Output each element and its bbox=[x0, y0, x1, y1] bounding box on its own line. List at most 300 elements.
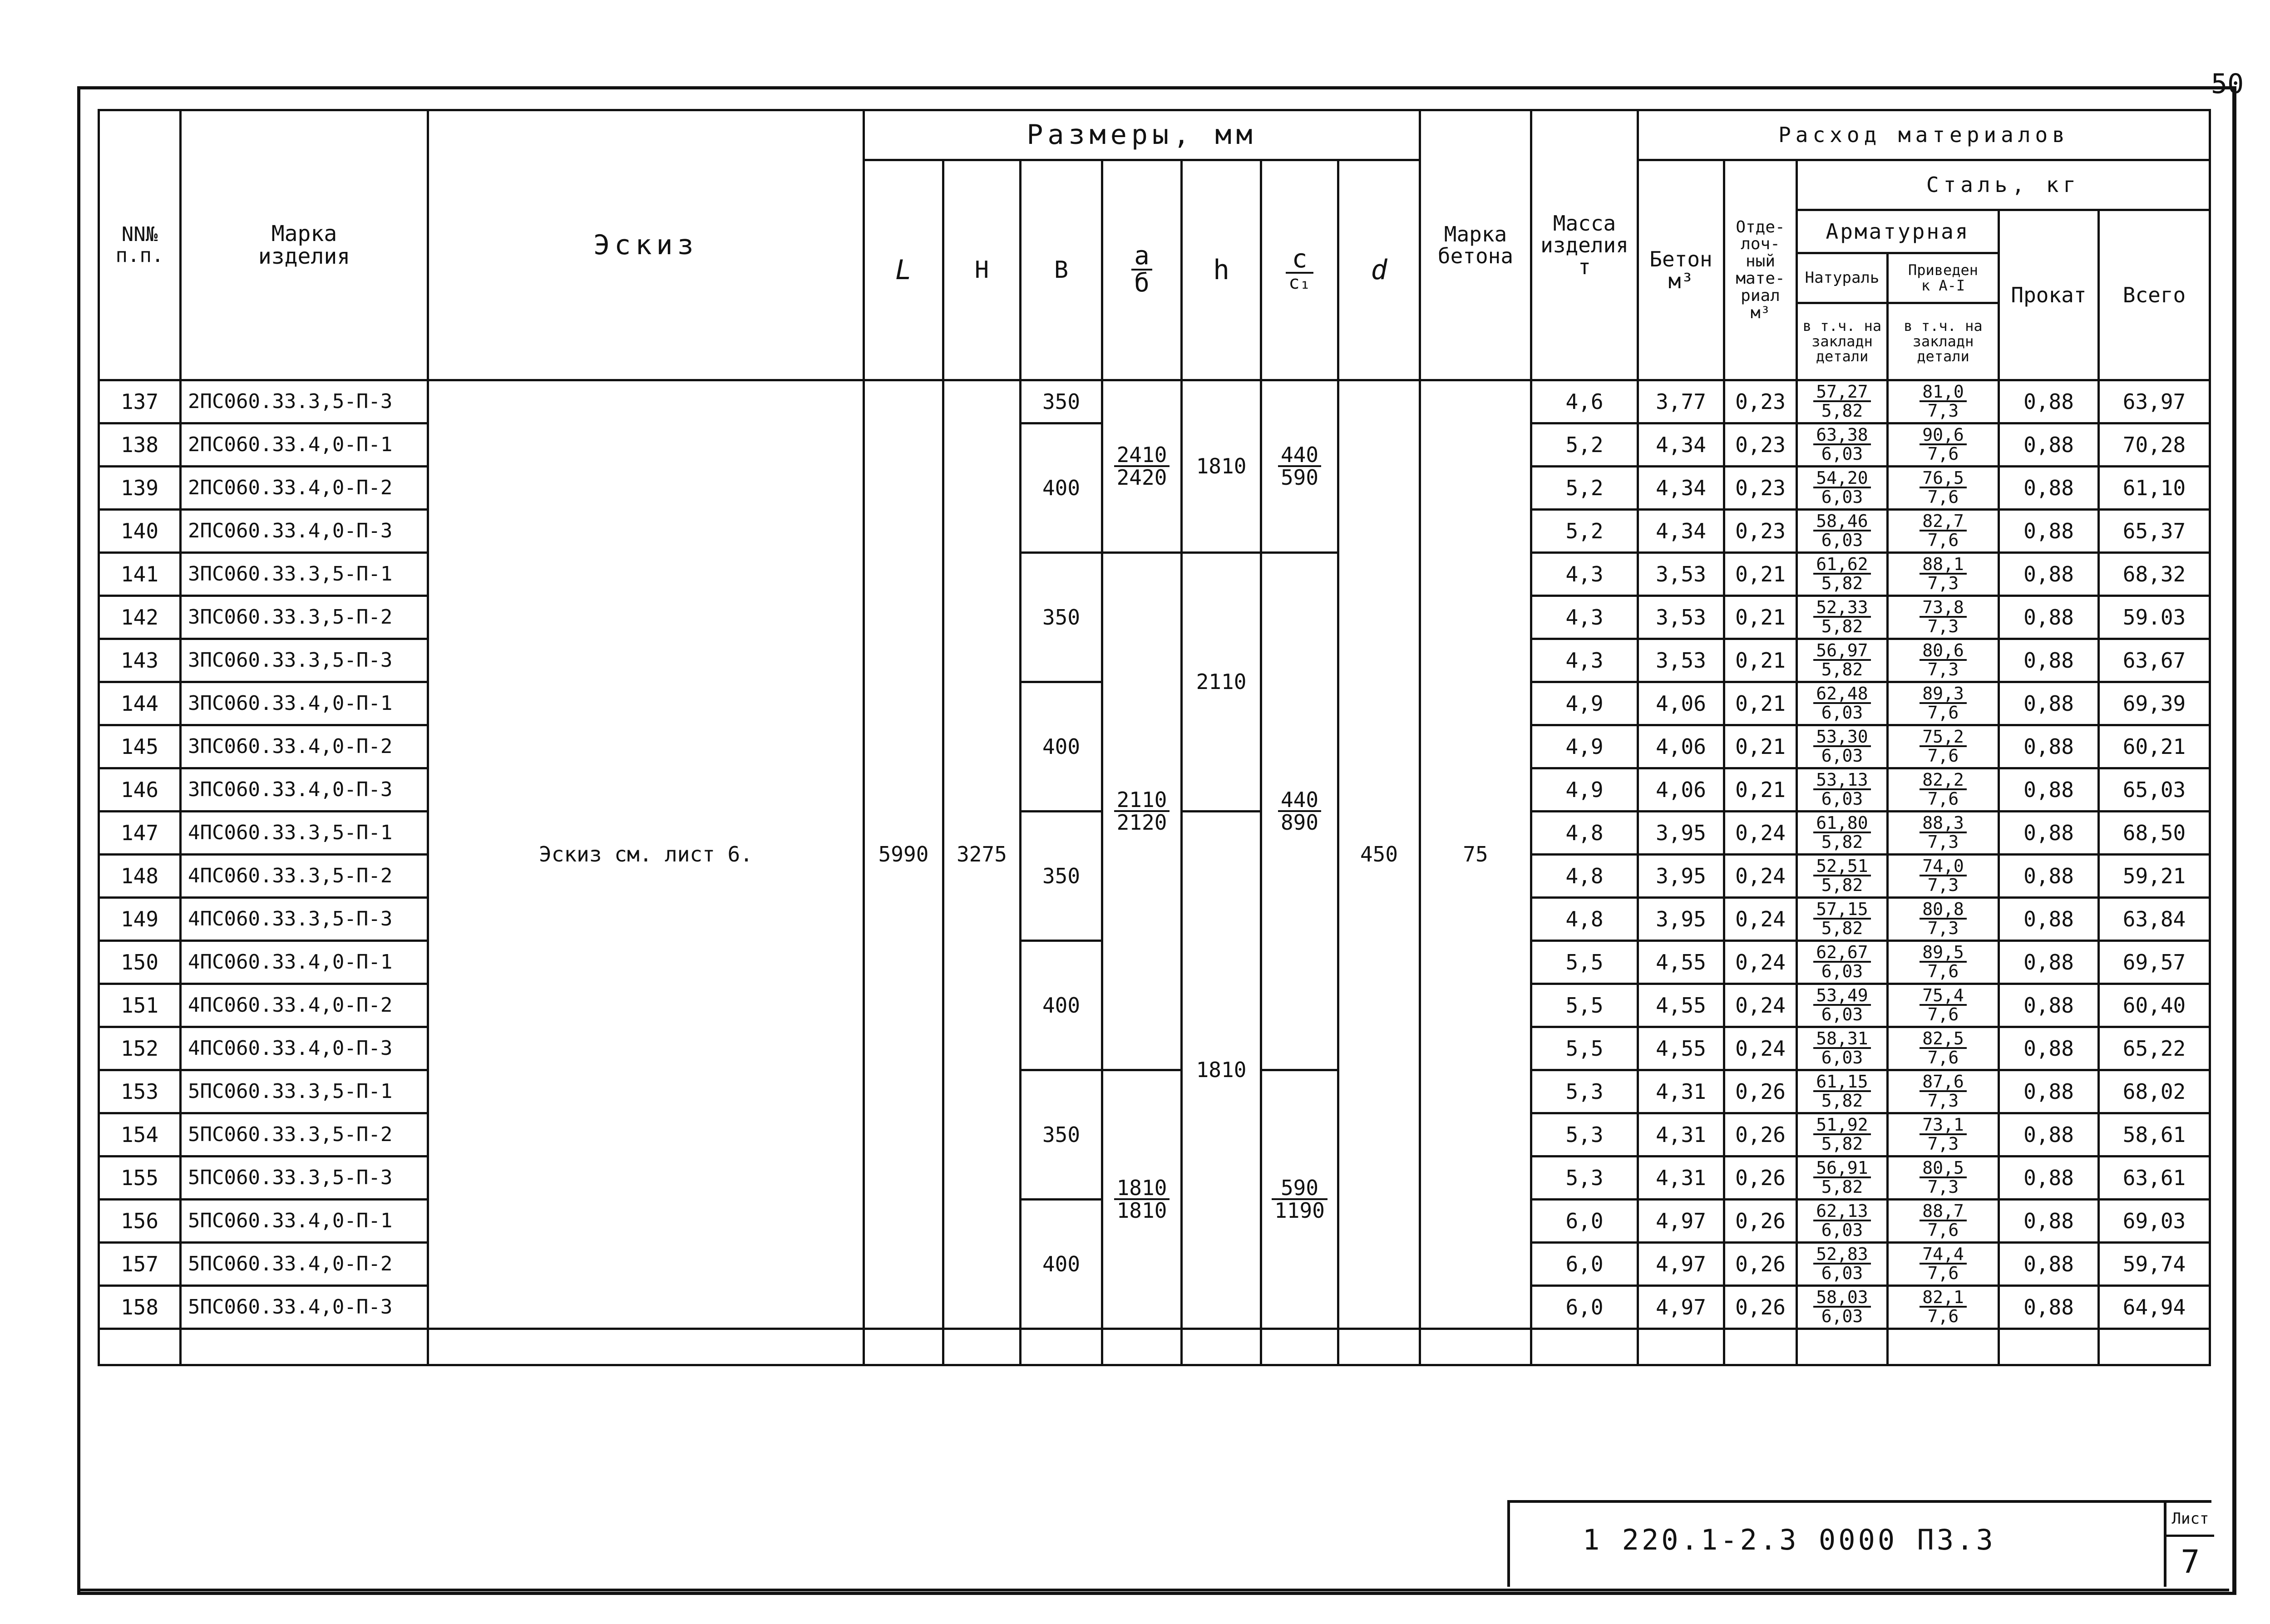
rolled-steel: 0,88 bbox=[1999, 1156, 2099, 1200]
rolled-steel: 0,88 bbox=[1999, 984, 2099, 1027]
steel-natural bbox=[1797, 423, 1888, 467]
steel-total: 65,03 bbox=[2099, 768, 2210, 812]
steel-reduced-fraction bbox=[1920, 383, 1967, 419]
hdr-finishing: Отде- лоч- ный мате- риал м³ bbox=[1724, 160, 1797, 380]
steel-reduced-fraction bbox=[1920, 901, 1967, 937]
steel-reduced-value: 88,3 bbox=[1920, 814, 1967, 833]
finishing-volume: 0,21 bbox=[1724, 553, 1797, 596]
steel-reduced-fraction bbox=[1920, 512, 1967, 549]
steel-reduced-embedded: 7,6 bbox=[1927, 1220, 1959, 1240]
steel-reduced bbox=[1888, 855, 1999, 898]
concrete-volume: 3,77 bbox=[1638, 380, 1724, 423]
dim-a-b-top: 2110 bbox=[1114, 789, 1170, 812]
dim-c-c1-bottom: 890 bbox=[1280, 810, 1319, 835]
table-row bbox=[99, 1070, 2210, 1113]
steel-natural bbox=[1797, 682, 1888, 725]
product-mark: 4ПС060.33.3,5-П-1 bbox=[181, 812, 428, 855]
dim-d: 450 bbox=[1338, 380, 1420, 1329]
steel-reduced bbox=[1888, 1113, 1999, 1156]
hdr-total: Всего bbox=[2099, 210, 2210, 380]
product-mark: 5ПС060.33.4,0-П-3 bbox=[181, 1286, 428, 1329]
steel-reduced-fraction bbox=[1920, 1030, 1967, 1066]
hdr-reduced: Приведен к А-I bbox=[1888, 253, 1999, 303]
dim-B: 350 bbox=[1021, 380, 1102, 423]
steel-reduced bbox=[1888, 423, 1999, 467]
empty-cell bbox=[428, 1329, 864, 1365]
empty-cell bbox=[1638, 1329, 1724, 1365]
steel-reduced-embedded: 7,6 bbox=[1927, 789, 1959, 809]
empty-cell bbox=[1531, 1329, 1638, 1365]
steel-natural-fraction bbox=[1813, 599, 1870, 635]
hdr-sketch: Эскиз bbox=[428, 110, 864, 380]
product-mark: 5ПС060.33.3,5-П-3 bbox=[181, 1156, 428, 1200]
steel-reduced-embedded: 7,3 bbox=[1927, 573, 1959, 594]
document-code: 1 220.1-2.3 0000 ПЗ.3 bbox=[1583, 1523, 1996, 1556]
concrete-volume: 4,55 bbox=[1638, 984, 1724, 1027]
steel-reduced-value: 74,0 bbox=[1920, 857, 1967, 876]
steel-reduced bbox=[1888, 725, 1999, 768]
steel-natural bbox=[1797, 553, 1888, 596]
steel-total: 70,28 bbox=[2099, 423, 2210, 467]
rolled-steel: 0,88 bbox=[1999, 768, 2099, 812]
product-mass: 5,3 bbox=[1531, 1070, 1638, 1113]
dim-c-c1-top: 440 bbox=[1278, 789, 1321, 812]
steel-reduced-fraction bbox=[1920, 857, 1967, 894]
hdr-dimensions: Размеры, мм bbox=[864, 110, 1420, 160]
empty-cell bbox=[1420, 1329, 1531, 1365]
dim-c-c1-bottom: 590 bbox=[1280, 465, 1319, 490]
steel-natural-fraction bbox=[1813, 944, 1870, 980]
steel-natural-value: 58,31 bbox=[1813, 1030, 1870, 1049]
finishing-volume: 0,24 bbox=[1724, 812, 1797, 855]
steel-reduced-embedded: 7,3 bbox=[1927, 616, 1959, 637]
steel-reduced-value: 88,7 bbox=[1920, 1202, 1967, 1221]
steel-natural-value: 57,27 bbox=[1813, 383, 1870, 402]
hdr-reduced-sub: в т.ч. на закладн детали bbox=[1888, 303, 1999, 380]
steel-reduced bbox=[1888, 768, 1999, 812]
steel-natural-embedded: 6,03 bbox=[1821, 487, 1863, 507]
hdr-B: В bbox=[1021, 160, 1102, 380]
hdr-c1: с₁ bbox=[1288, 272, 1311, 293]
dim-B: 400 bbox=[1021, 682, 1102, 812]
steel-reduced-value: 75,2 bbox=[1920, 728, 1967, 747]
steel-reduced bbox=[1888, 812, 1999, 855]
steel-natural-value: 61,80 bbox=[1813, 814, 1870, 833]
dim-B: 350 bbox=[1021, 812, 1102, 941]
steel-natural-value: 53,30 bbox=[1813, 728, 1870, 747]
rolled-steel: 0,88 bbox=[1999, 725, 2099, 768]
row-number: 140 bbox=[99, 510, 181, 553]
steel-natural-embedded: 6,03 bbox=[1821, 703, 1863, 723]
concrete-volume: 4,06 bbox=[1638, 725, 1724, 768]
concrete-volume: 4,06 bbox=[1638, 682, 1724, 725]
steel-natural-value: 57,15 bbox=[1813, 901, 1870, 920]
product-mark: 4ПС060.33.4,0-П-2 bbox=[181, 984, 428, 1027]
concrete-volume: 4,34 bbox=[1638, 423, 1724, 467]
dim-c-c1-bottom: 1190 bbox=[1274, 1198, 1325, 1223]
steel-reduced-value: 80,5 bbox=[1920, 1159, 1967, 1178]
steel-natural-fraction bbox=[1813, 426, 1870, 463]
rolled-steel: 0,88 bbox=[1999, 1027, 2099, 1070]
steel-natural-embedded: 6,03 bbox=[1821, 1220, 1863, 1240]
hdr-h: h bbox=[1182, 160, 1261, 380]
product-mass: 5,5 bbox=[1531, 941, 1638, 984]
dim-c-c1 bbox=[1261, 1070, 1338, 1329]
steel-reduced-fraction bbox=[1920, 1116, 1967, 1152]
concrete-volume: 4,55 bbox=[1638, 1027, 1724, 1070]
rolled-steel: 0,88 bbox=[1999, 1286, 2099, 1329]
steel-natural-embedded: 5,82 bbox=[1821, 918, 1863, 939]
steel-natural-value: 62,48 bbox=[1813, 685, 1870, 704]
steel-reduced-embedded: 7,3 bbox=[1927, 918, 1959, 939]
steel-natural-embedded: 6,03 bbox=[1821, 444, 1863, 464]
finishing-volume: 0,23 bbox=[1724, 423, 1797, 467]
row-number: 145 bbox=[99, 725, 181, 768]
hdr-concrete-grade: Марка бетона bbox=[1420, 110, 1531, 380]
hdr-mark: Марка изделия bbox=[181, 110, 428, 380]
steel-natural bbox=[1797, 898, 1888, 941]
steel-natural-value: 52,33 bbox=[1813, 599, 1870, 618]
steel-natural-fraction bbox=[1813, 1116, 1870, 1152]
steel-total: 60,21 bbox=[2099, 725, 2210, 768]
steel-reduced-fraction bbox=[1920, 1159, 1967, 1196]
empty-cell bbox=[864, 1329, 943, 1365]
steel-reduced-value: 73,8 bbox=[1920, 599, 1967, 618]
steel-reduced-fraction bbox=[1920, 771, 1967, 807]
finishing-volume: 0,24 bbox=[1724, 898, 1797, 941]
steel-reduced-embedded: 7,6 bbox=[1927, 1048, 1959, 1068]
dim-c-c1 bbox=[1261, 553, 1338, 1070]
finishing-volume: 0,26 bbox=[1724, 1243, 1797, 1286]
row-number: 147 bbox=[99, 812, 181, 855]
steel-total: 68,02 bbox=[2099, 1070, 2210, 1113]
product-mark: 5ПС060.33.4,0-П-1 bbox=[181, 1200, 428, 1243]
concrete-volume: 4,31 bbox=[1638, 1113, 1724, 1156]
steel-reduced-fraction bbox=[1920, 987, 1967, 1023]
dim-c-c1-top: 590 bbox=[1272, 1177, 1327, 1200]
product-mark: 5ПС060.33.4,0-П-2 bbox=[181, 1243, 428, 1286]
steel-natural-fraction bbox=[1813, 1202, 1870, 1239]
steel-natural bbox=[1797, 941, 1888, 984]
product-mark: 5ПС060.33.3,5-П-1 bbox=[181, 1070, 428, 1113]
product-mark: 4ПС060.33.4,0-П-3 bbox=[181, 1027, 428, 1070]
concrete-volume: 4,31 bbox=[1638, 1156, 1724, 1200]
rolled-steel: 0,88 bbox=[1999, 639, 2099, 682]
finishing-volume: 0,24 bbox=[1724, 941, 1797, 984]
hdr-nn: NN№ п.п. bbox=[99, 110, 181, 380]
empty-cell bbox=[1724, 1329, 1797, 1365]
product-mark: 3ПС060.33.4,0-П-1 bbox=[181, 682, 428, 725]
steel-natural-fraction bbox=[1813, 1159, 1870, 1196]
steel-natural bbox=[1797, 812, 1888, 855]
hdr-materials: Расход материалов bbox=[1638, 110, 2210, 160]
table-row-empty bbox=[99, 1329, 2210, 1365]
steel-reduced-embedded: 7,6 bbox=[1927, 1263, 1959, 1284]
steel-reduced-fraction bbox=[1920, 685, 1967, 721]
steel-natural-embedded: 5,82 bbox=[1821, 1134, 1863, 1154]
dim-a-b-bottom: 1810 bbox=[1116, 1198, 1167, 1223]
hdr-d: d bbox=[1338, 160, 1420, 380]
steel-total: 63,67 bbox=[2099, 639, 2210, 682]
finishing-volume: 0,26 bbox=[1724, 1200, 1797, 1243]
steel-reduced bbox=[1888, 1156, 1999, 1200]
rolled-steel: 0,88 bbox=[1999, 1070, 2099, 1113]
steel-natural bbox=[1797, 725, 1888, 768]
product-mark: 4ПС060.33.3,5-П-3 bbox=[181, 898, 428, 941]
dim-c-c1-top: 440 bbox=[1278, 444, 1321, 467]
hdr-mass: Масса изделия т bbox=[1531, 110, 1638, 380]
concrete-volume: 4,97 bbox=[1638, 1200, 1724, 1243]
row-number: 139 bbox=[99, 467, 181, 510]
steel-total: 58,61 bbox=[2099, 1113, 2210, 1156]
product-mass: 5,2 bbox=[1531, 510, 1638, 553]
dim-B: 400 bbox=[1021, 423, 1102, 553]
empty-cell bbox=[1102, 1329, 1182, 1365]
product-mark: 3ПС060.33.3,5-П-2 bbox=[181, 596, 428, 639]
steel-reduced bbox=[1888, 1200, 1999, 1243]
steel-natural-fraction bbox=[1813, 901, 1870, 937]
steel-natural-embedded: 5,82 bbox=[1821, 659, 1863, 680]
row-number: 142 bbox=[99, 596, 181, 639]
empty-cell bbox=[1338, 1329, 1420, 1365]
steel-natural-fraction bbox=[1813, 556, 1870, 592]
steel-natural-fraction bbox=[1813, 469, 1870, 506]
steel-natural bbox=[1797, 1286, 1888, 1329]
dim-H: 3275 bbox=[943, 380, 1021, 1329]
product-mass: 5,3 bbox=[1531, 1113, 1638, 1156]
steel-reduced-embedded: 7,3 bbox=[1927, 832, 1959, 852]
steel-reduced-embedded: 7,6 bbox=[1927, 746, 1959, 766]
rolled-steel: 0,88 bbox=[1999, 553, 2099, 596]
hdr-natural-sub: в т.ч. на закладн детали bbox=[1797, 303, 1888, 380]
steel-total: 59,21 bbox=[2099, 855, 2210, 898]
page-corner-number: 50 bbox=[2211, 68, 2244, 100]
steel-natural-embedded: 5,82 bbox=[1821, 401, 1863, 421]
steel-natural-embedded: 6,03 bbox=[1821, 1263, 1863, 1284]
product-mass: 6,0 bbox=[1531, 1243, 1638, 1286]
steel-reduced bbox=[1888, 1243, 1999, 1286]
finishing-volume: 0,21 bbox=[1724, 596, 1797, 639]
row-number: 137 bbox=[99, 380, 181, 423]
steel-reduced-value: 74,4 bbox=[1920, 1245, 1967, 1265]
row-number: 157 bbox=[99, 1243, 181, 1286]
steel-reduced-value: 89,3 bbox=[1920, 685, 1967, 704]
steel-natural-fraction bbox=[1813, 685, 1870, 721]
finishing-volume: 0,23 bbox=[1724, 467, 1797, 510]
steel-reduced-fraction bbox=[1920, 556, 1967, 592]
steel-reduced bbox=[1888, 898, 1999, 941]
row-number: 158 bbox=[99, 1286, 181, 1329]
steel-reduced-value: 82,1 bbox=[1920, 1289, 1967, 1308]
steel-reduced-value: 80,8 bbox=[1920, 901, 1967, 920]
concrete-volume: 4,34 bbox=[1638, 510, 1724, 553]
dim-h: 2110 bbox=[1182, 553, 1261, 812]
empty-cell bbox=[943, 1329, 1021, 1365]
steel-reduced-value: 82,7 bbox=[1920, 512, 1967, 531]
steel-natural-embedded: 6,03 bbox=[1821, 1004, 1863, 1025]
dim-c-c1-fraction bbox=[1278, 789, 1321, 833]
product-mass: 4,9 bbox=[1531, 768, 1638, 812]
dim-a-b-fraction bbox=[1114, 1177, 1170, 1221]
steel-natural bbox=[1797, 1243, 1888, 1286]
dim-B: 400 bbox=[1021, 1200, 1102, 1329]
steel-total: 68,32 bbox=[2099, 553, 2210, 596]
steel-natural-fraction bbox=[1813, 814, 1870, 851]
product-mark: 2ПС060.33.4,0-П-3 bbox=[181, 510, 428, 553]
row-number: 143 bbox=[99, 639, 181, 682]
steel-natural-value: 63,38 bbox=[1813, 426, 1870, 445]
rolled-steel: 0,88 bbox=[1999, 1113, 2099, 1156]
concrete-volume: 4,34 bbox=[1638, 467, 1724, 510]
steel-reduced-embedded: 7,6 bbox=[1927, 1004, 1959, 1025]
row-number: 141 bbox=[99, 553, 181, 596]
steel-total: 68,50 bbox=[2099, 812, 2210, 855]
product-mark: 3ПС060.33.3,5-П-3 bbox=[181, 639, 428, 682]
steel-reduced bbox=[1888, 682, 1999, 725]
rolled-steel: 0,88 bbox=[1999, 812, 2099, 855]
row-number: 154 bbox=[99, 1113, 181, 1156]
steel-reduced-fraction bbox=[1920, 642, 1967, 678]
steel-natural bbox=[1797, 380, 1888, 423]
steel-natural-fraction bbox=[1813, 987, 1870, 1023]
steel-reduced bbox=[1888, 467, 1999, 510]
finishing-volume: 0,24 bbox=[1724, 1027, 1797, 1070]
rolled-steel: 0,88 bbox=[1999, 1243, 2099, 1286]
table-row bbox=[99, 553, 2210, 596]
steel-reduced-embedded: 7,6 bbox=[1927, 703, 1959, 723]
empty-cell bbox=[181, 1329, 428, 1365]
rolled-steel: 0,88 bbox=[1999, 941, 2099, 984]
steel-natural-embedded: 5,82 bbox=[1821, 875, 1863, 896]
steel-natural-value: 52,83 bbox=[1813, 1245, 1870, 1265]
steel-natural-embedded: 6,03 bbox=[1821, 789, 1863, 809]
steel-natural-value: 61,62 bbox=[1813, 556, 1870, 575]
steel-total: 59.03 bbox=[2099, 596, 2210, 639]
finishing-volume: 0,26 bbox=[1724, 1286, 1797, 1329]
specification-table bbox=[98, 109, 2211, 1366]
product-mark: 3ПС060.33.3,5-П-1 bbox=[181, 553, 428, 596]
steel-natural bbox=[1797, 768, 1888, 812]
steel-reduced bbox=[1888, 639, 1999, 682]
dim-a-b-fraction bbox=[1114, 789, 1170, 833]
concrete-volume: 3,53 bbox=[1638, 553, 1724, 596]
steel-total: 65,22 bbox=[2099, 1027, 2210, 1070]
product-mark: 2ПС060.33.4,0-П-2 bbox=[181, 467, 428, 510]
steel-reduced-value: 76,5 bbox=[1920, 469, 1967, 488]
row-number: 138 bbox=[99, 423, 181, 467]
title-block bbox=[1507, 1500, 2211, 1587]
steel-reduced-embedded: 7,3 bbox=[1927, 1134, 1959, 1154]
finishing-volume: 0,21 bbox=[1724, 768, 1797, 812]
steel-natural-embedded: 6,03 bbox=[1821, 961, 1863, 982]
concrete-volume: 4,55 bbox=[1638, 941, 1724, 984]
product-mass: 4,8 bbox=[1531, 812, 1638, 855]
finishing-volume: 0,26 bbox=[1724, 1156, 1797, 1200]
steel-natural-embedded: 6,03 bbox=[1821, 746, 1863, 766]
steel-reduced-embedded: 7,3 bbox=[1927, 659, 1959, 680]
steel-reduced-embedded: 7,3 bbox=[1927, 1177, 1959, 1197]
steel-total: 59,74 bbox=[2099, 1243, 2210, 1286]
hdr-concrete-volume: Бетон м³ bbox=[1638, 160, 1724, 380]
concrete-volume: 3,95 bbox=[1638, 812, 1724, 855]
steel-natural-embedded: 5,82 bbox=[1821, 832, 1863, 852]
concrete-volume: 4,97 bbox=[1638, 1286, 1724, 1329]
product-mass: 6,0 bbox=[1531, 1200, 1638, 1243]
finishing-volume: 0,26 bbox=[1724, 1070, 1797, 1113]
product-mass: 5,5 bbox=[1531, 1027, 1638, 1070]
finishing-volume: 0,21 bbox=[1724, 639, 1797, 682]
product-mark: 2ПС060.33.3,5-П-3 bbox=[181, 380, 428, 423]
product-mass: 6,0 bbox=[1531, 1286, 1638, 1329]
steel-reduced-value: 73,1 bbox=[1920, 1116, 1967, 1135]
steel-total: 69,03 bbox=[2099, 1200, 2210, 1243]
empty-cell bbox=[2099, 1329, 2210, 1365]
steel-natural-fraction bbox=[1813, 383, 1870, 419]
steel-reduced-embedded: 7,3 bbox=[1927, 1091, 1959, 1111]
steel-reduced-fraction bbox=[1920, 814, 1967, 851]
steel-reduced bbox=[1888, 510, 1999, 553]
rolled-steel: 0,88 bbox=[1999, 855, 2099, 898]
finishing-volume: 0,23 bbox=[1724, 510, 1797, 553]
finishing-volume: 0,24 bbox=[1724, 855, 1797, 898]
empty-cell bbox=[1797, 1329, 1888, 1365]
steel-reduced bbox=[1888, 380, 1999, 423]
hdr-c-c1 bbox=[1261, 160, 1338, 380]
steel-reduced-value: 82,2 bbox=[1920, 771, 1967, 790]
steel-natural bbox=[1797, 1113, 1888, 1156]
steel-natural-fraction bbox=[1813, 1245, 1870, 1282]
steel-reduced-value: 82,5 bbox=[1920, 1030, 1967, 1049]
steel-total: 61,10 bbox=[2099, 467, 2210, 510]
finishing-volume: 0,26 bbox=[1724, 1113, 1797, 1156]
row-number: 146 bbox=[99, 768, 181, 812]
dim-a-b-bottom: 2120 bbox=[1116, 810, 1167, 835]
steel-total: 63,84 bbox=[2099, 898, 2210, 941]
finishing-volume: 0,23 bbox=[1724, 380, 1797, 423]
steel-total: 64,94 bbox=[2099, 1286, 2210, 1329]
steel-reduced-fraction bbox=[1920, 426, 1967, 463]
dim-B: 400 bbox=[1021, 941, 1102, 1070]
steel-natural-value: 61,15 bbox=[1813, 1073, 1870, 1092]
row-number: 153 bbox=[99, 1070, 181, 1113]
product-mark: 4ПС060.33.4,0-П-1 bbox=[181, 941, 428, 984]
steel-natural bbox=[1797, 510, 1888, 553]
steel-natural-fraction bbox=[1813, 642, 1870, 678]
steel-total: 60,40 bbox=[2099, 984, 2210, 1027]
steel-natural-value: 53,49 bbox=[1813, 987, 1870, 1006]
rolled-steel: 0,88 bbox=[1999, 682, 2099, 725]
steel-natural-value: 52,51 bbox=[1813, 857, 1870, 876]
rolled-steel: 0,88 bbox=[1999, 423, 2099, 467]
dim-h: 1810 bbox=[1182, 380, 1261, 553]
steel-natural bbox=[1797, 1027, 1888, 1070]
steel-natural-value: 62,67 bbox=[1813, 944, 1870, 963]
steel-natural-embedded: 6,03 bbox=[1821, 1048, 1863, 1068]
dim-a-b-fraction bbox=[1114, 444, 1170, 488]
empty-cell bbox=[1999, 1329, 2099, 1365]
product-mass: 4,3 bbox=[1531, 596, 1638, 639]
concrete-volume: 4,97 bbox=[1638, 1243, 1724, 1286]
steel-reduced-fraction bbox=[1920, 599, 1967, 635]
steel-reduced-value: 87,6 bbox=[1920, 1073, 1967, 1092]
sketch-reference: Эскиз см. лист 6. bbox=[428, 380, 864, 1329]
steel-natural-embedded: 6,03 bbox=[1821, 530, 1863, 551]
steel-natural-fraction bbox=[1813, 1073, 1870, 1109]
sheet-label: Лист bbox=[2164, 1503, 2214, 1537]
empty-cell bbox=[1888, 1329, 1999, 1365]
rolled-steel: 0,88 bbox=[1999, 596, 2099, 639]
steel-natural-value: 56,91 bbox=[1813, 1159, 1870, 1178]
